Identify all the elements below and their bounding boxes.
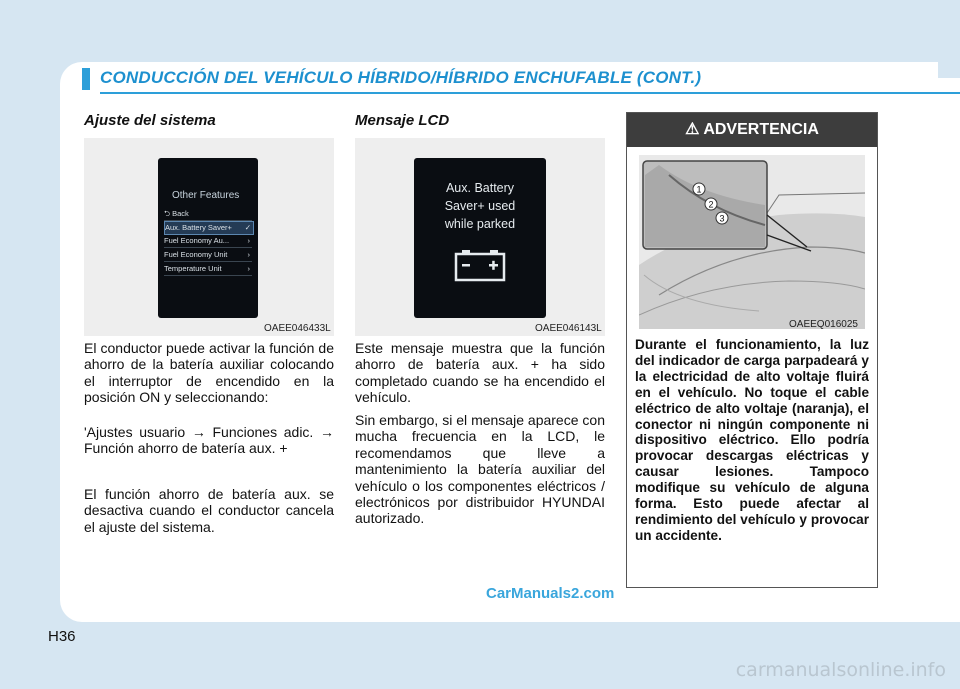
- checkmark-icon: ✓: [244, 223, 251, 232]
- callout-number: 3: [719, 213, 725, 224]
- menu-item-back[interactable]: ⮌ Back: [164, 209, 189, 218]
- engine-bay-illustration: [639, 155, 865, 329]
- header-accent-bar: [82, 68, 90, 90]
- paragraph: Este mensaje muestra que la función ahorro de batería aux. + ha sido completado cuando se ha encendido el vehículo.: [355, 340, 605, 406]
- section-title-lcd-message: Mensaje LCD: [355, 112, 450, 129]
- page-header-title: CONDUCCIÓN DEL VEHÍCULO HÍBRIDO/HÍBRIDO ENCHUFABLE (CONT.): [100, 68, 702, 87]
- menu-item-temperature-unit[interactable]: Temperature Unit ›: [164, 264, 250, 273]
- menu-item-fuel-economy-auto[interactable]: Fuel Economy Au... ›: [164, 236, 250, 245]
- section-title-system-setting: Ajuste del sistema: [84, 112, 216, 129]
- menu-item-aux-battery-saver[interactable]: Aux. Battery Saver+ ✓: [164, 221, 254, 235]
- warning-box: [626, 112, 878, 588]
- paragraph: El función ahorro de batería aux. se desactiva cuando el conductor cancela el ajuste del sistema.: [84, 486, 334, 535]
- watermark-link[interactable]: CarManuals2.com: [486, 585, 615, 602]
- warning-text: Durante el funcionamiento, la luz del indicador de carga parpadeará y la electricidad de alto voltaje fluirá en el vehículo. No toque el cable eléctrico de alto voltaje (naranja), el conector ni ningún componente ni dispositivo eléctrico. Ello podría provocar descargas eléctricas y causar lesiones. Tampoco modifique su vehículo de alguna forma. Esto puede afectar al rendimiento del vehículo y provocar un accidente.: [635, 337, 869, 543]
- figure-code: OAEEQ016025: [789, 319, 858, 330]
- callout-number: 2: [708, 199, 714, 210]
- chevron-right-icon: ›: [247, 264, 250, 273]
- lcd-message-screen: [414, 158, 546, 318]
- menu-title: Other Features: [172, 190, 240, 201]
- warning-header: ⚠ ADVERTENCIA: [627, 113, 877, 147]
- figure-lcd-message: [355, 138, 605, 336]
- warning-triangle-icon: ⚠: [685, 121, 704, 138]
- paragraph: 'Ajustes usuario → Funciones adic. → Función ahorro de batería aux. +: [84, 424, 334, 457]
- paragraph: El conductor puede activar la función de ahorro de la batería auxiliar colocando el interruptor de encendido en la posición ON y seleccionando:: [84, 340, 334, 406]
- lcd-menu-screen: [158, 158, 258, 318]
- menu-divider: [164, 247, 252, 248]
- lcd-line: Saver+ used: [444, 199, 516, 213]
- lcd-line: Aux. Battery: [445, 181, 515, 195]
- chevron-right-icon: ›: [247, 236, 250, 245]
- back-arrow-icon: ⮌: [164, 209, 173, 218]
- menu-divider: [164, 275, 252, 276]
- chevron-right-icon: ›: [247, 250, 250, 259]
- menu-item-fuel-economy-unit[interactable]: Fuel Economy Unit ›: [164, 250, 250, 259]
- callout-number: 1: [696, 184, 702, 195]
- site-watermark: carmanualsonline.info: [735, 659, 946, 681]
- menu-divider: [164, 261, 252, 262]
- paragraph: Sin embargo, si el mensaje aparece con mucha frecuencia en la LCD, le recomendamos que lleve a mantenimiento la batería auxiliar del vehículo o los componentes eléctricos / electrónicos por distribuidor HYUNDAI autorizado.: [355, 412, 605, 527]
- figure-code: OAEE046143L: [535, 323, 602, 334]
- figure-settings-menu: [84, 138, 334, 336]
- figure-code: OAEE046433L: [264, 323, 331, 334]
- header-rule: [100, 92, 960, 94]
- battery-icon: [454, 250, 506, 282]
- lcd-line: while parked: [444, 217, 516, 231]
- corner-tab: [938, 62, 960, 78]
- page-number: H36: [48, 628, 76, 645]
